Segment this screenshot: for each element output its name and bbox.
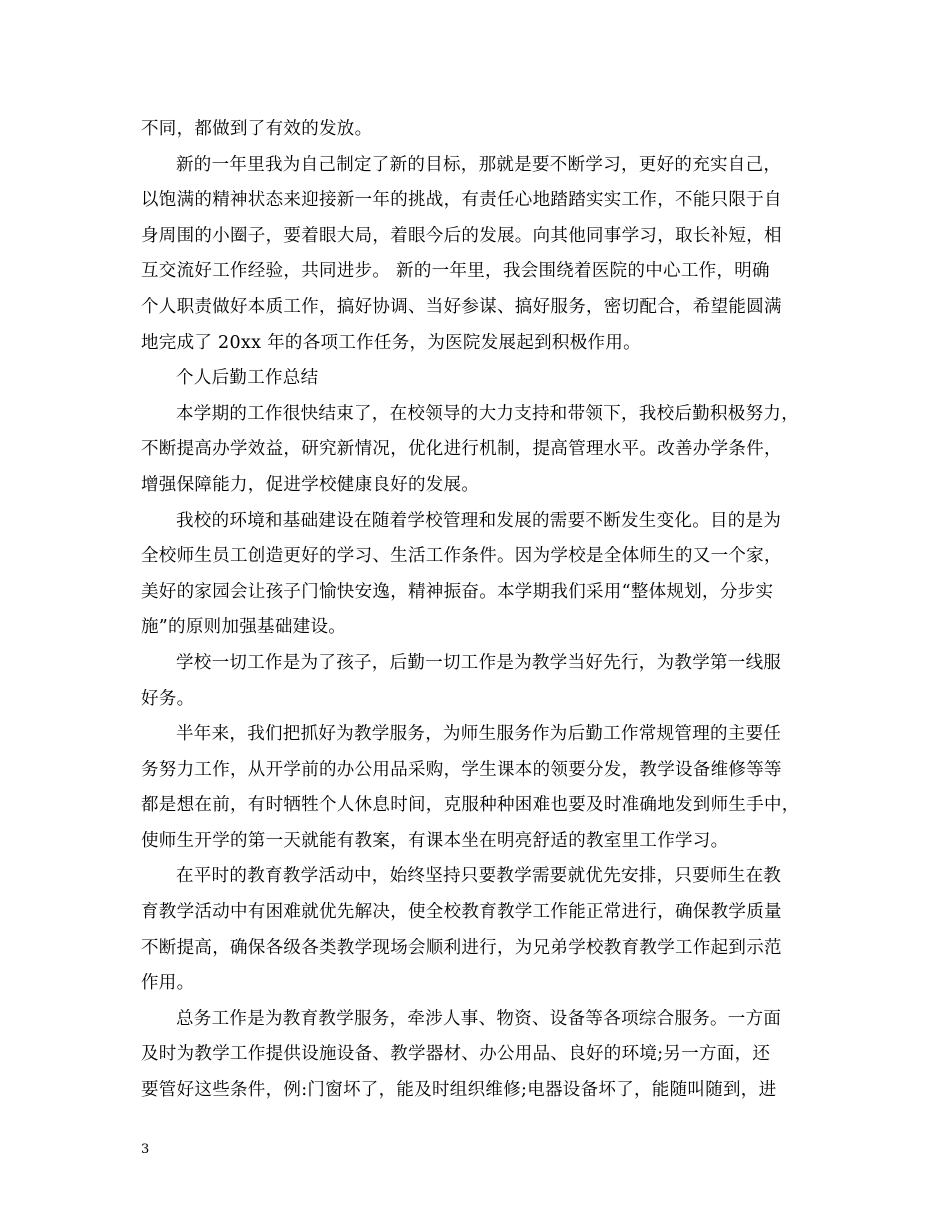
text-line: 好务。 xyxy=(141,688,195,709)
text-line: 在平时的教育教学活动中，始终坚持只要教学需要就优先安排，只要师生在教 xyxy=(176,866,782,887)
text-line: 身周围的小圈子，要着眼大局，着眼今后的发展。向其他同事学习，取长补短，相 xyxy=(141,225,782,246)
text-line: 育教学活动中有困难就优先解决，使全校教育教学工作能正常进行，确保教学质量 xyxy=(141,902,782,923)
text-line: 本学期的工作很快结束了，在校领导的大力支持和带领下，我校后勤积极努力， xyxy=(176,403,799,424)
text-line: 不同，都做到了有效的发放。 xyxy=(141,119,373,139)
text-line: 全校师生员工创造更好的学习、生活工作条件。因为学校是全体师生的又一个家， xyxy=(141,546,782,567)
text-line: 施”的原则加强基础建设。 xyxy=(141,617,347,638)
text-line: 作用。 xyxy=(141,973,195,994)
text-line: 美好的家园会让孩子门愉快安逸，精神振奋。本学期我们采用“整体规划，分步实 xyxy=(141,581,774,602)
text-line: 不断提高办学效益，研究新情况，优化进行机制，提高管理水平。改善办学条件， xyxy=(141,439,782,460)
text-line: 要管好这些条件，例:门窗坏了，能及时组织维修;电器设备坏了，能随叫随到，进 xyxy=(141,1080,777,1101)
text-line: 使师生开学的第一天就能有教案，有课本坐在明亮舒适的教室里工作学习。 xyxy=(141,830,729,851)
text-line: 不断提高，确保各级各类教学现场会顺利进行，为兄弟学校教育教学工作起到示范 xyxy=(141,937,782,958)
text-line: 个人职责做好本质工作，搞好协调、当好参谋、搞好服务，密切配合，希望能圆满 xyxy=(141,296,782,317)
text-line: 半年来，我们把抓好为教学服务，为师生服务作为后勤工作常规管理的主要任 xyxy=(176,724,782,745)
text-line: 互交流好工作经验，共同进步。 新的一年里，我会围绕着医院的中心工作，明确 xyxy=(141,261,770,282)
text-line: 及时为教学工作提供设施设备、教学器材、办公用品、良好的环境;另一方面，还 xyxy=(141,1044,771,1065)
text-line: 都是想在前，有时牺牲个人休息时间，克服种种困难也要及时准确地发到师生手中， xyxy=(141,795,800,816)
text-line: 新的一年里我为自己制定了新的目标，那就是要不断学习，更好的充实自己， xyxy=(176,154,782,175)
text-line: 学校一切工作是为了孩子，后勤一切工作是为教学当好先行，为教学第一线服 xyxy=(176,652,782,673)
page-number: 3 xyxy=(141,1142,150,1157)
body-text xyxy=(141,112,821,1109)
text-line: 增强保障能力，促进学校健康良好的发展。 xyxy=(141,474,480,495)
text-line: 总务工作是为教育教学服务，牵涉人事、物资、设备等各项综合服务。一方面 xyxy=(176,1008,782,1029)
text-line: 以饱满的精神状态来迎接新一年的挑战，有责任心地踏踏实实工作，不能只限于自 xyxy=(141,190,782,211)
section-heading: 个人后勤工作总结 xyxy=(176,368,319,389)
text-line: 我校的环境和基础建设在随着学校管理和发展的需要不断发生变化。目的是为 xyxy=(176,510,782,531)
text-line: 务努力工作，从开学前的办公用品采购，学生课本的领要分发，教学设备维修等等 xyxy=(141,759,782,780)
text-line: 地完成了 20xx 年的各项工作任务，为医院发展起到积极作用。 xyxy=(141,332,641,353)
